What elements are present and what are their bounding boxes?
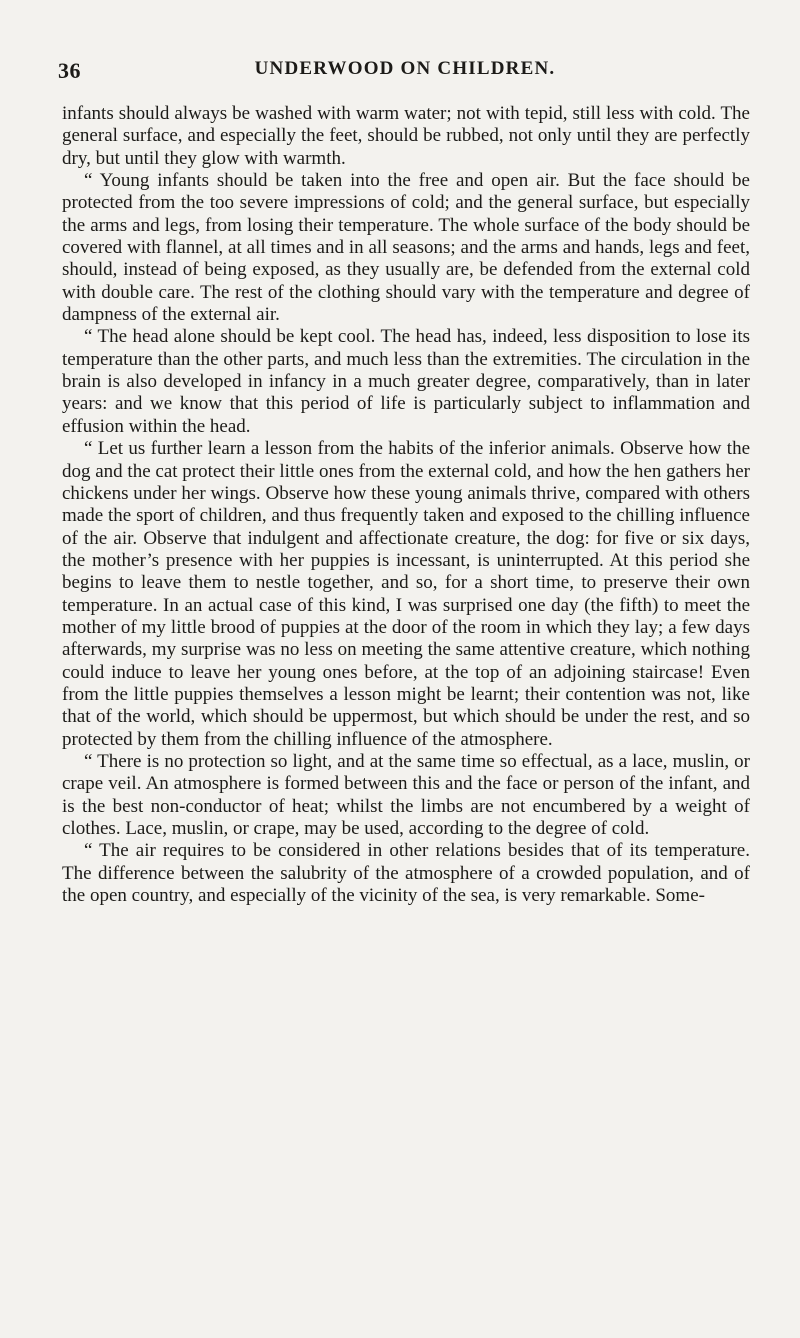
running-head: UNDERWOOD ON CHILDREN. <box>254 58 556 79</box>
paragraph: “ Let us further learn a lesson from the habits of the inferior animals. Observe how the dog and the cat protect their little ones from the external cold, and how the hen gathers her chickens under her wings. Observe how these young animals thrive, compared with others made the sport of children, and thus frequently taken and exposed to the chilling influence of the air. Observe that indulgent and affectionate creature, the dog: for five or six days, the mother’s presence with her puppies is incessant, is uninterrupted. At this period she begins to leave them to nestle together, and so, for a short time, to preserve their own temperature. In an actual case of this kind, I was surprised one day (the fifth) to meet the mother of my little brood of puppies at the door of the room in which they lay; a few days afterwards, my surprise was no less on meeting the same attentive creature, which nothing could induce to leave her young ones before, at the top of an adjoining staircase! Even from the little puppies themselves a lesson might be learnt; their contention was not, like that of the world, which should be uppermost, but which should be under the rest, and so protected by them from the chilling influence of the atmosphere. <box>62 438 750 750</box>
paragraph: “ The air requires to be considered in other relations besides that of its temperature. The difference between the salubrity of the atmosphere of a crowded population, and of the open country, and especially of the vicinity of the sea, is very remarkable. Some- <box>62 840 750 907</box>
page-header <box>58 58 752 88</box>
page-number: 36 <box>58 58 81 83</box>
paragraph: “ The head alone should be kept cool. The head has, indeed, less disposition to lose its temperature than the other parts, and much less than the extremities. The circulation in the brain is also developed in infancy in a much greater degree, comparatively, than in later years: and we know that this period of life is particularly subject to inflammation and effusion within the head. <box>62 326 750 437</box>
paragraph: infants should always be washed with warm water; not with tepid, still less with cold. The general surface, and especially the feet, should be rubbed, not only until they are perfectly dry, but until they glow with warmth. <box>62 103 750 169</box>
body-text <box>62 103 750 907</box>
paragraph: “ There is no protection so light, and at the same time so effectual, as a lace, muslin, or crape veil. An atmosphere is formed between this and the face or person of the infant, and is the best non-conductor of heat; whilst the limbs are not encumbered by a weight of clothes. Lace, muslin, or crape, may be used, according to the degree of cold. <box>62 750 750 839</box>
paragraph: “ Young infants should be taken into the free and open air. But the face should be protected from the too severe impressions of cold; and the general surface, but especially the arms and legs, from losing their temperature. The whole surface of the body should be covered with flannel, at all times and in all seasons; and the arms and hands, legs and feet, should, instead of being exposed, as they usually are, be defended from the external cold with double care. The rest of the clothing should vary with the temperature and degree of dampness of the external air. <box>62 170 750 326</box>
